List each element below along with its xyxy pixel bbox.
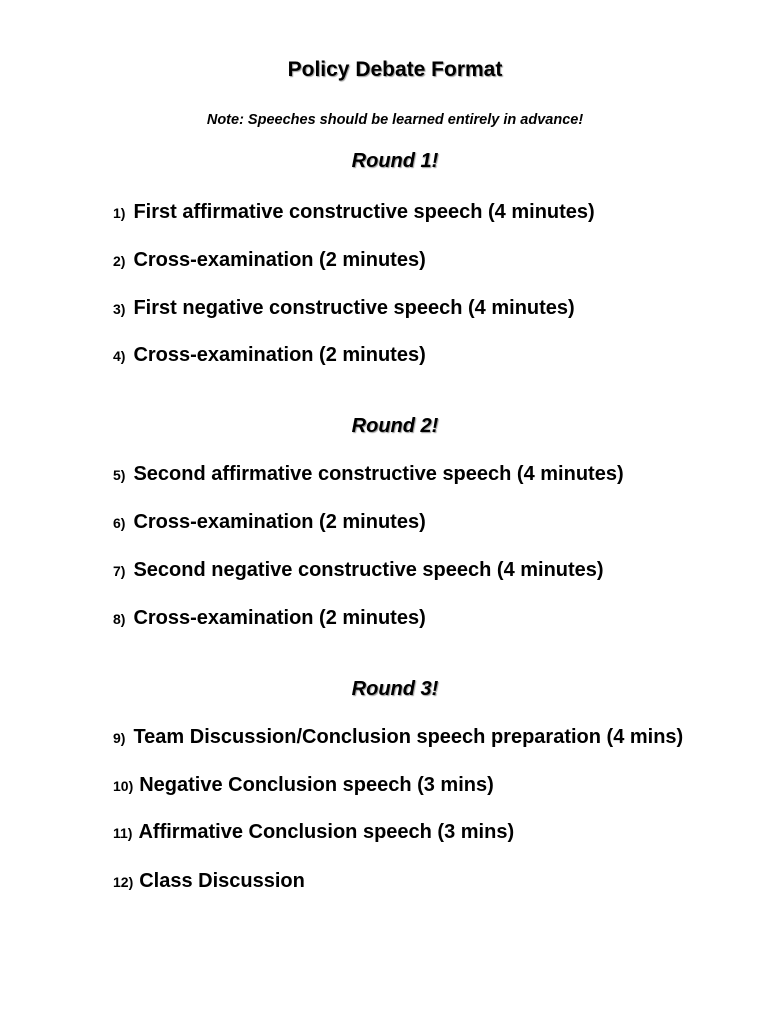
item-number: 9): [113, 730, 126, 746]
list-item: [113, 559, 604, 582]
list-item: [113, 607, 426, 630]
item-text: Class Discussion: [139, 870, 305, 892]
item-text: Team Discussion/Conclusion speech preparation (4 mins): [133, 726, 684, 748]
item-number: 5): [113, 467, 126, 483]
item-number: 12): [113, 874, 134, 890]
item-text: Cross-examination (2 minutes): [133, 249, 426, 271]
list-item: [113, 201, 595, 224]
item-text: Second affirmative constructive speech (4 minutes): [133, 463, 624, 485]
round-2-heading: Round 2!: [351, 415, 439, 437]
item-text: Cross-examination (2 minutes): [133, 344, 426, 366]
list-item: [113, 726, 683, 749]
list-item: [113, 463, 624, 486]
item-text: Second negative constructive speech (4 minutes): [133, 559, 604, 581]
list-item: [113, 511, 426, 534]
item-number: 7): [113, 563, 126, 579]
item-text: First negative constructive speech (4 minutes): [133, 297, 575, 319]
round-3-heading: Round 3!: [351, 678, 439, 700]
advance-note: Note: Speeches should be learned entirely in advance!: [206, 112, 584, 128]
list-item: [113, 249, 426, 272]
item-text: Affirmative Conclusion speech (3 mins): [138, 821, 515, 843]
item-text: First affirmative constructive speech (4 minutes): [133, 201, 595, 223]
item-number: 3): [113, 301, 126, 317]
item-number: 11): [113, 825, 133, 841]
page-title: Policy Debate Format: [287, 58, 503, 81]
item-text: Cross-examination (2 minutes): [133, 511, 426, 533]
item-number: 10): [113, 778, 134, 794]
list-item: [113, 297, 575, 320]
list-item: [113, 344, 426, 367]
item-number: 2): [113, 253, 126, 269]
item-number: 6): [113, 515, 126, 531]
item-number: 1): [113, 205, 126, 221]
item-text: Negative Conclusion speech (3 mins): [139, 774, 494, 796]
list-item: [113, 821, 514, 844]
item-text: Cross-examination (2 minutes): [133, 607, 426, 629]
round-1-heading: Round 1!: [351, 150, 439, 172]
item-number: 4): [113, 348, 126, 364]
list-item: [113, 870, 305, 893]
item-number: 8): [113, 611, 126, 627]
list-item: [113, 774, 494, 797]
